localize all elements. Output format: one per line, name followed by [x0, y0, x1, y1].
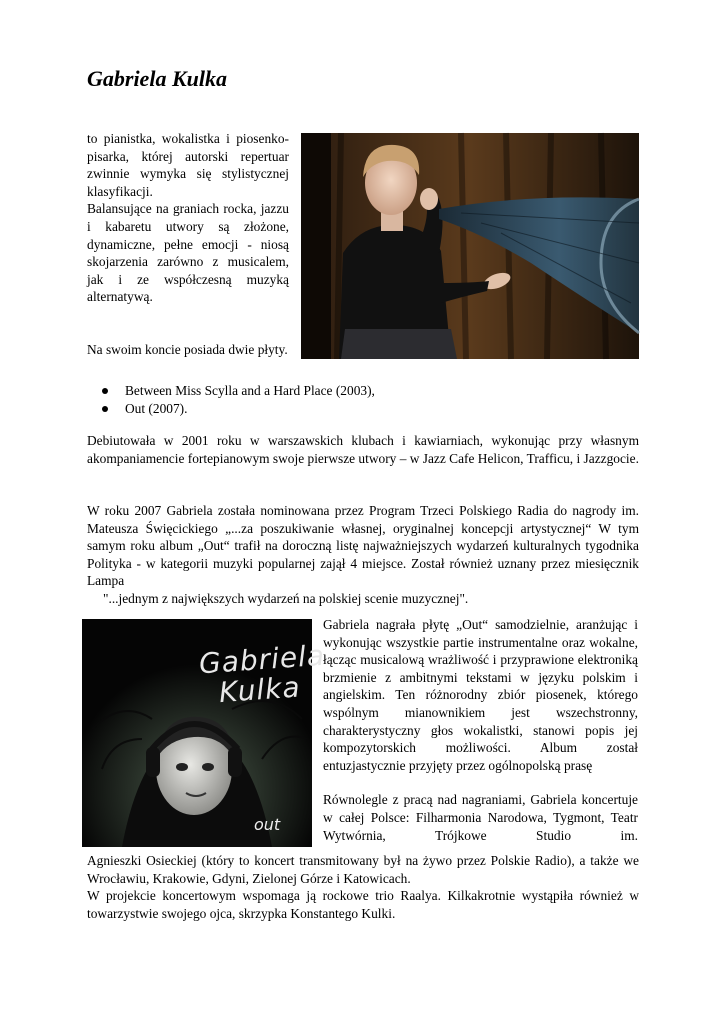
- intro-paragraph-1: to pianistka, wokalistka i piosenko-pisarka, której autorski repertuar zwinnie wymyka się stylistycznej klasyfikacji.: [87, 131, 289, 199]
- nomination-paragraph: W roku 2007 Gabriela została nominowana przez Program Trzeci Polskiego Radia do nagrody im. Mateusza Święcickiego „...za poszukiwanie własnej, oryginalnej koncepcji artystycznej“ W tym samym roku album „Out“ trafił na doroczną listę najważniejszych wydarzeń kulturalnych tygodnika Polityka - w kategorii muzyki popularnej zajął 4 miejsce. Został również uznany przez miesięcznik Lampa: [87, 503, 639, 589]
- lampa-quote: "...jednym z największych wydarzeń na polskiej scenie muzycznej".: [103, 590, 469, 606]
- album-list: [100, 382, 640, 417]
- nomination-block: [87, 502, 639, 608]
- album-column: [323, 616, 638, 844]
- page-title: Gabriela Kulka: [87, 66, 227, 91]
- artist-photo: [301, 133, 639, 359]
- out-paragraph: Gabriela nagrała płytę „Out“ samodzielnie, aranżując i wykonując wszystkie partie instrumentalne oraz wokalne, łącząc musicalową wrażliwość i przyprawione elektroniką brzmienie z ambitnymi tekstami w języku polskim i angielskim. Ten różnorodny zbiór piosenek, którego wspólnym mianownikiem jest wszechstronny, charakterystyczny głos wokalistki, stanowi popis jej kompozytorskich możliwości. Album został entuzjastycznie przyjęty przez ogólnopolską prasę: [323, 617, 638, 773]
- album-cover-image: [82, 619, 327, 847]
- list-item: Between Miss Scylla and a Hard Place (2003),: [100, 382, 640, 400]
- intro-paragraph-2: Balansujące na graniach rocka, jazzu i kabaretu utwory są złożone, dynamiczne, pełne emocji - niosą skojarzenia zarówno z musicalem, jak i ze współczesną muzyką alternatywą.: [87, 201, 289, 305]
- cover-artist-name: Gabriela Kulka: [197, 638, 327, 710]
- artist-with-gramophone-image: [301, 133, 639, 359]
- concerts-paragraph-start: Równolegle z pracą nad nagraniami, Gabriela koncertuje w całej Polsce: Filharmonia Narodowa, Tygmont, Teatr Wytwórnia, Trójkowe Studio im.: [323, 792, 638, 843]
- bottom-block: [87, 852, 639, 922]
- debut-paragraph: Debiutowała w 2001 roku w warszawskich klubach i kawiarniach, wykonując przy własnym akompaniamencie fortepianowym swoje pierwsze utwory – w Jazz Cafe Helicon, Trafficu, i Jazzgocie.: [87, 433, 639, 466]
- cover-album-title: out: [254, 815, 281, 834]
- intro-paragraph-3: Na swoim koncie posiada dwie płyty.: [87, 341, 288, 357]
- list-item: Out (2007).: [100, 400, 640, 418]
- concerts-paragraph-end: Agnieszki Osieckiej (który to koncert transmitowany był na żywo przez Polskie Radio), a także we Wrocławiu, Krakowie, Gdyni, Zielonej Górze i Katowicach.: [87, 853, 639, 886]
- trio-paragraph: W projekcie koncertowym wspomaga ją rockowe trio Raalya. Kilkakrotnie wystąpiła również w towarzystwie swojego ojca, skrzypka Konstantego Kulki.: [87, 888, 639, 921]
- intro-column: [87, 130, 289, 359]
